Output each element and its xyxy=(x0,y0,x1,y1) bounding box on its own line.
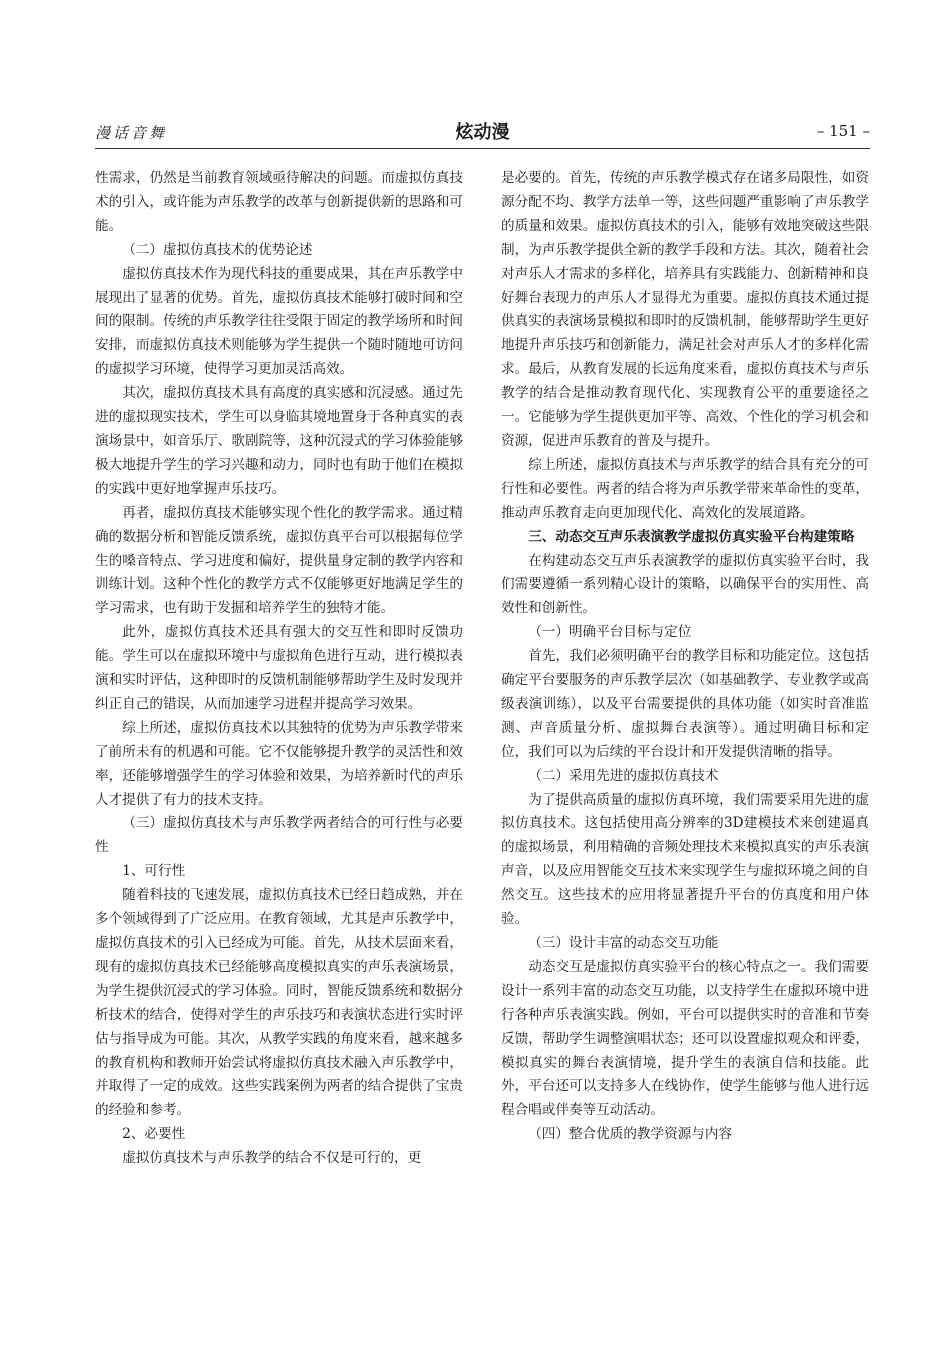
subsection-heading: （二）虚拟仿真技术的优势论述 xyxy=(122,241,313,258)
subsection-heading: （三）设计丰富的动态交互功能 xyxy=(528,935,719,951)
paragraph: 是必要的。首先，传统的声乐教学模式存在诸多局限性，如资源分配不均、教学方法单一等，这些问题严重影响了声乐教学的质量和效果。虚拟仿真技术的引入，能够有效地突破这些限制，为声乐教学提供全新的教学手段和方法。其次，随着社会对声乐人才需求的多样化，培养具有实践能力、创新精神和良好舞台表现力的声乐人才显得尤为重要。虚拟仿真技术通过提供真实的表演场景模拟和即时的反馈机制，能够帮助学生更好地提升声乐技巧和创新能力，满足社会对声乐人才的多样化需求。最后，从教育发展的长远角度来看，虚拟仿真技术与声乐教学的结合是推动教育现代化、实现教育公平的重要途径之一。它能够为学生提供更加平等、高效、个性化的学习机会和资源，促进声乐教育的普及与提升。 xyxy=(501,170,869,449)
paragraph: 在构建动态交互声乐表演教学的虚拟仿真实验平台时，我们需要遵循一系列精心设计的策略，以确保平台的实用性、高效性和创新性。 xyxy=(501,552,869,617)
subsection-heading: （三）虚拟仿真技术与声乐教学两者结合的可行性与必要性 xyxy=(95,815,463,856)
running-header xyxy=(95,118,870,146)
paragraph: 性需求，仍然是当前教育领域亟待解决的问题。而虚拟仿真技术的引入，或许能为声乐教学的改革与创新提供新的思路和可能。 xyxy=(95,170,463,234)
paragraph: 为了提供高质量的虚拟仿真环境，我们需要采用先进的虚拟仿真技术。这包括使用高分辨率的3D建模技术来创建逼真的虚拟场景，利用精确的音频处理技术来模拟真实的声乐表演声音，以及应用智能交互技术来实现学生与虚拟环境之间的自然交互。这些技术的应用将显著提升平台的仿真度和用户体验。 xyxy=(501,791,869,928)
paragraph: 综上所述，虚拟仿真技术以其独特的优势为声乐教学带来了前所未有的机遇和可能。它不仅能够提升教学的灵活性和效率，还能够增强学生的学习体验和效果，为培养新时代的声乐人才提供了有力的技术支持。 xyxy=(95,719,463,808)
page-number: – 151 – xyxy=(816,122,870,140)
subsection-heading: （二）采用先进的虚拟仿真技术 xyxy=(528,767,719,784)
subsection-heading: 1、可行性 xyxy=(122,863,186,880)
paragraph: 再者，虚拟仿真技术能够实现个性化的教学需求。通过精确的数据分析和智能反馈系统，虚拟仿真平台可以根据每位学生的嗓音特点、学习进度和偏好，提供量身定制的教学内容和训练计划。这种个性化的教学方式不仅能够更好地满足学生的学习需求，也有助于发掘和培养学生的独特才能。 xyxy=(95,504,463,617)
paragraph: 虚拟仿真技术作为现代科技的重要成果，其在声乐教学中展现出了显著的优势。首先，虚拟仿真技术能够打破时间和空间的限制。传统的声乐教学往往受限于固定的教学场所和时间安排，而虚拟仿真技术则能够为学生提供一个随时随地可访问的虚拟学习环境，使得学习更加灵活高效。 xyxy=(95,265,463,378)
subsection-heading: 2、必要性 xyxy=(122,1126,186,1143)
paragraph: 综上所述，虚拟仿真技术与声乐教学的结合具有充分的可行性和必要性。两者的结合将为声乐教学带来革命性的变革，推动声乐教育走向更加现代化、高效化的发展道路。 xyxy=(501,456,869,521)
paragraph: 随着科技的飞速发展，虚拟仿真技术已经日趋成熟，并在多个领域得到了广泛应用。在教育领域，尤其是声乐教学中，虚拟仿真技术的引入已经成为可能。首先，从技术层面来看，现有的虚拟仿真技术已经能够高度模拟真实的声乐表演场景，为学生提供沉浸式的学习体验。同时，智能反馈系统和数据分析技术的结合，使得对学生的声乐技巧和表演状态进行实时评估与指导成为可能。其次，从教学实践的角度来看，越来越多的教育机构和教师开始尝试将虚拟仿真技术融入声乐教学中，并取得了一定的成效。这些实践案例为两者的结合提供了宝贵的经验和参考。 xyxy=(95,887,463,1119)
subsection-heading: （一）明确平台目标与定位 xyxy=(528,624,692,641)
section-heading: 三、动态交互声乐表演教学虚拟仿真实验平台构建策略 xyxy=(528,528,855,545)
paragraph: 其次，虚拟仿真技术具有高度的真实感和沉浸感。通过先进的虚拟现实技术，学生可以身临其境地置身于各种真实的表演场景中，如音乐厅、歌剧院等，这种沉浸式的学习体验能够极大地提升学生的学习兴趣和动力，同时也有助于他们在模拟的实践中更好地掌握声乐技巧。 xyxy=(95,385,463,497)
paragraph: 虚拟仿真技术与声乐教学的结合不仅是可行的，更 xyxy=(122,1150,422,1167)
paragraph: 首先，我们必须明确平台的教学目标和功能定位。这包括确定平台要服务的声乐教学层次（如基础教学、专业教学或高级表演训练），以及平台需要提供的具体功能（如实时音准监测、声音质量分析、虚拟舞台表演等）。通过明确目标和定位，我们可以为后续的平台设计和开发提供清晰的指导。 xyxy=(501,648,869,760)
paragraph: 此外，虚拟仿真技术还具有强大的交互性和即时反馈功能。学生可以在虚拟环境中与虚拟角色进行互动，进行模拟表演和实时评估，这种即时的反馈机制能够帮助学生及时发现并纠正自己的错误，从而加速学习进程并提高学习效果。 xyxy=(95,624,463,712)
header-rule xyxy=(95,148,870,149)
journal-name: 炫动漫 xyxy=(455,122,510,143)
column-name: 漫话音舞 xyxy=(95,124,168,142)
left-column xyxy=(95,167,463,1171)
paragraph: 动态交互是虚拟仿真实验平台的核心特点之一。我们需要设计一系列丰富的动态交互功能，以支持学生在虚拟环境中进行各种声乐表演实践。例如，平台可以提供实时的音准和节奏反馈，帮助学生调整演唱状态；还可以设置虚拟观众和评委，模拟真实的舞台表演情境，提升学生的表演自信和技能。此外，平台还可以支持多人在线协作，使学生能够与他人进行远程合唱或伴奏等互动活动。 xyxy=(501,958,869,1119)
right-column xyxy=(501,167,869,1147)
subsection-heading: （四）整合优质的教学资源与内容 xyxy=(528,1126,733,1143)
